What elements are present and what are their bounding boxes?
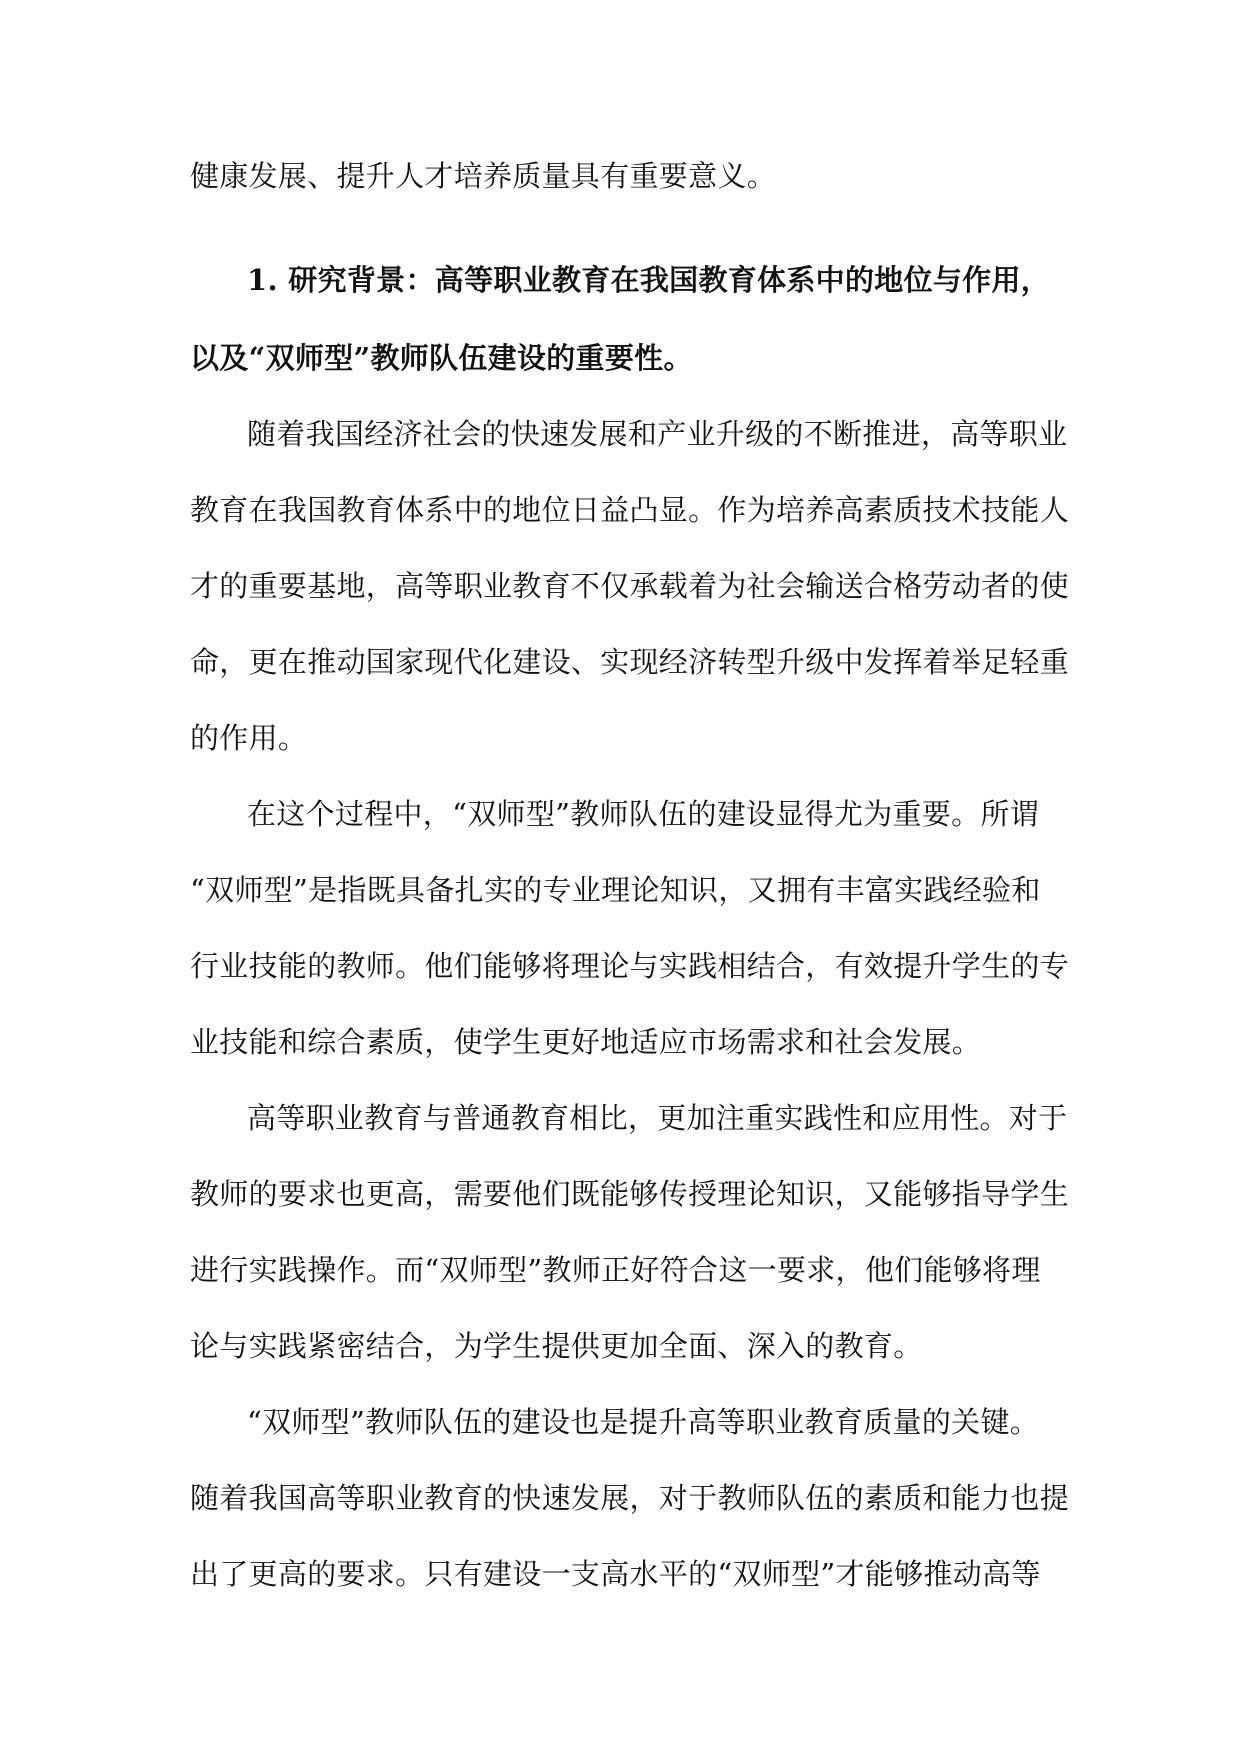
paragraph-line: 教师的要求也更高，需要他们既能够传授理论知识，又能够指导学生: [190, 1177, 1070, 1211]
paragraph-line: “双师型”教师队伍的建设也是提升高等职业教育质量的关键。: [247, 1405, 1040, 1439]
document-body: [190, 138, 1070, 1612]
section-heading-line-1: 1. 研究背景：高等职业教育在我国教育体系中的地位与作用，: [247, 263, 1051, 297]
paragraph-line: 论与实践紧密结合，为学生提供更加全面、深入的教育。: [190, 1329, 923, 1363]
paragraph-line: 行业技能的教师。他们能够将理论与实践相结合，有效提升学生的专: [190, 949, 1070, 983]
paragraph-line: “双师型”是指既具备扎实的专业理论知识，又拥有丰富实践经验和: [190, 873, 1041, 907]
paragraph-3: [190, 1080, 1070, 1384]
paragraph-line: 命，更在推动国家现代化建设、实现经济转型升级中发挥着举足轻重: [190, 645, 1070, 679]
paragraph-line: 进行实践操作。而“双师型”教师正好符合这一要求，他们能够将理: [190, 1253, 1041, 1287]
paragraph-line: 在这个过程中，“双师型”教师队伍的建设显得尤为重要。所谓: [247, 797, 1040, 831]
paragraph-2: [190, 776, 1070, 1080]
paragraph-line: 业技能和综合素质，使学生更好地适应市场需求和社会发展。: [190, 1025, 982, 1059]
opening-line: 健康发展、提升人才培养质量具有重要意义。: [190, 159, 777, 193]
paragraph-line: 教育在我国教育体系中的地位日益凸显。作为培养高素质技术技能人: [190, 493, 1070, 527]
section-heading-line-2: 以及“双师型”教师队伍建设的重要性。: [190, 341, 693, 375]
paragraph-line: 高等职业教育与普通教育相比，更加注重实践性和应用性。对于: [247, 1101, 1068, 1135]
paragraph-line: 随着我国高等职业教育的快速发展，对于教师队伍的素质和能力也提: [190, 1481, 1070, 1515]
paragraph-line: 才的重要基地，高等职业教育不仅承载着为社会输送合格劳动者的使: [190, 569, 1070, 603]
paragraph-line: 出了更高的要求。只有建设一支高水平的“双师型”才能够推动高等: [190, 1557, 1041, 1591]
paragraph-4: [190, 1384, 1070, 1612]
paragraph-line: 的作用。: [190, 721, 308, 755]
paragraph-1: [190, 396, 1070, 776]
paragraph-line: 随着我国经济社会的快速发展和产业升级的不断推进，高等职业: [247, 417, 1068, 451]
